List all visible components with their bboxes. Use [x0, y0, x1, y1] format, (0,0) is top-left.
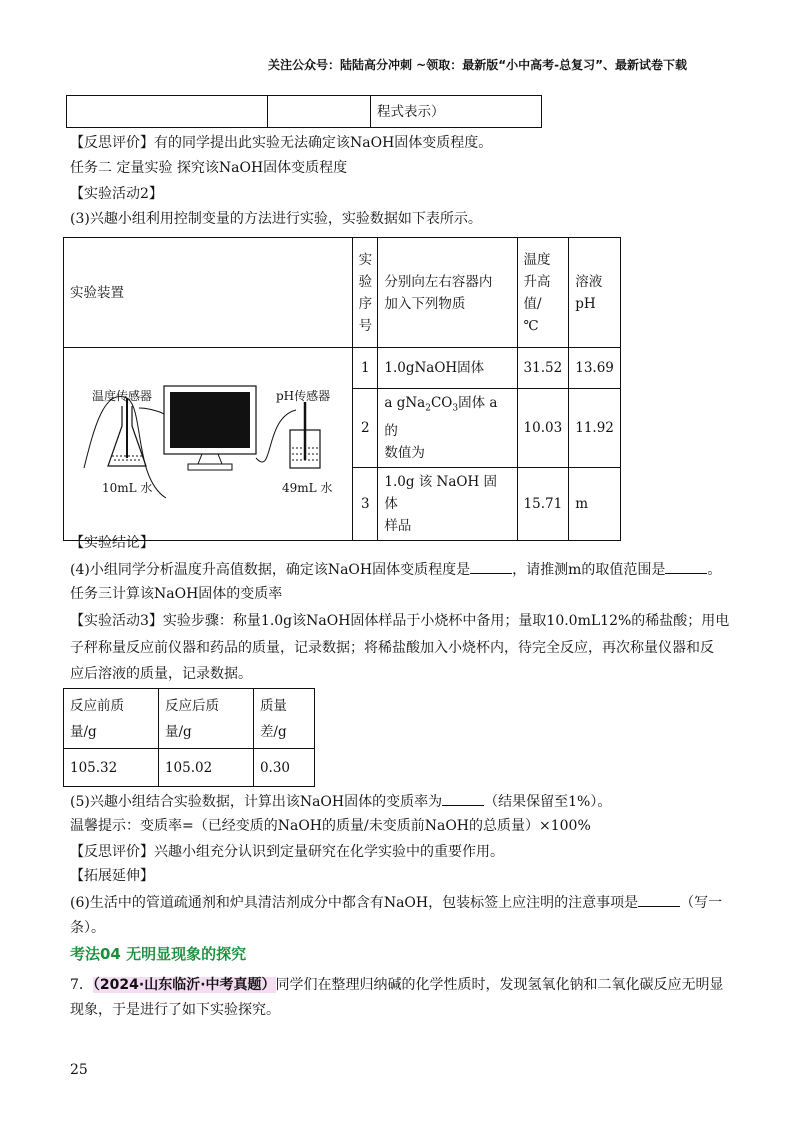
ph-sensor-label: pH传感器 — [276, 389, 331, 403]
extension-title: 【拓展延伸】 — [70, 868, 154, 884]
question-four: (4)小组同学分析温度升高值数据，确定该NaOH固体变质程度是 ，请推测m的取值范围是 。 — [70, 559, 721, 580]
row3-ph: m — [569, 468, 621, 541]
section-title: 考法04 无明显现象的探究 — [70, 945, 247, 963]
mass-before-value: 105.32 — [64, 749, 159, 787]
question-six-cont: 条）。 — [70, 920, 105, 936]
mass-header-after: 反应后质 量/g — [158, 689, 253, 749]
question-seven-cont: 现象，于是进行了如下实验探究。 — [70, 1002, 280, 1018]
task-two-line: 任务二 定量实验 探究该NaOH固体变质程度 — [70, 160, 348, 176]
reflection-line-2: 【反思评价】兴趣小组充分认识到定量研究在化学实验中的重要作用。 — [70, 844, 504, 860]
activity-three-line: 【实验活动3】实验步骤：称量1.0g该NaOH固体样品于小烧杯中备用；量取10.0mL12%的稀盐酸；用电 — [70, 613, 730, 629]
apparatus-drawing — [64, 348, 350, 540]
source-tag: （2024·山东临沂·中考真题） — [92, 977, 276, 993]
answer-blank-4[interactable] — [638, 892, 680, 907]
row3-seq: 3 — [353, 468, 378, 541]
header-substance: 分别向左右容器内 加入下列物质 — [378, 238, 517, 348]
experiment-table — [63, 237, 621, 541]
page-header: 关注公众号：陆陆高分冲刺 ~领取：最新版“小中高考-总复习”、最新试卷下载 — [268, 58, 687, 72]
header-ph: 溶液 pH — [569, 238, 621, 348]
mass-diff-value: 0.30 — [253, 749, 314, 787]
task-three-line: 任务三计算该NaOH固体的变质率 — [70, 586, 283, 602]
mass-table — [63, 688, 315, 787]
question-six: (6)生活中的管道疏通剂和炉具清洁剂成分中都含有NaOH，包装标签上应注明的注意事项是 （写一 — [70, 892, 722, 913]
row2-temp: 10.03 — [517, 389, 569, 468]
question-seven: 7．（2024·山东临沂·中考真题）同学们在整理归纳碱的化学性质时，发现氢氧化钠和二氧化碳反应无明显 — [70, 977, 724, 993]
activity-three-line-2: 子秤称量反应前仪器和药品的质量，记录数据；将稀盐酸加入小烧杯内，待完全反应，再次称量仪器和反 — [70, 640, 714, 656]
row1-ph: 13.69 — [569, 348, 621, 389]
header-temp: 温度 升高 值/ ℃ — [517, 238, 569, 348]
top-table-fragment — [66, 95, 542, 128]
row1-seq: 1 — [353, 348, 378, 389]
mass-header-before: 反应前质 量/g — [64, 689, 159, 749]
conclusion-title: 【实验结论】 — [70, 535, 154, 551]
top-table-cell: 程式表示） — [371, 96, 542, 128]
table-row — [64, 749, 315, 787]
row1-substance: 1.0gNaOH固体 — [378, 348, 517, 389]
table-row — [64, 348, 621, 389]
question-five: (5)兴趣小组结合实验数据，计算出该NaOH固体的变质率为 （结果保留至1%）。 — [70, 791, 611, 812]
answer-blank-1[interactable] — [470, 559, 512, 574]
mass-header-diff: 质量 差/g — [253, 689, 314, 749]
row2-ph: 11.92 — [569, 389, 621, 468]
row3-substance: 1.0g 该 NaOH 固体 样品 — [378, 468, 517, 541]
row2-substance: a $gNa_2CO_3$固体 a 的 数值为 — [378, 389, 517, 468]
mass-after-value: 105.02 — [158, 749, 253, 787]
hint-line: 温馨提示：变质率=（已经变质的NaOH的质量/未变质前NaOH的总质量）×100% — [70, 818, 591, 834]
row3-temp: 15.71 — [517, 468, 569, 541]
activity-three-line-3: 应后溶液的质量，记录数据。 — [70, 666, 252, 682]
question-three: (3)兴趣小组利用控制变量的方法进行实验，实验数据如下表所示。 — [70, 211, 482, 227]
row1-temp: 31.52 — [517, 348, 569, 389]
answer-blank-3[interactable] — [442, 791, 484, 806]
header-device: 实验装置 — [64, 238, 353, 348]
temp-sensor-label: 温度传感器 — [92, 389, 153, 403]
answer-blank-2[interactable] — [665, 559, 707, 574]
apparatus-figure — [64, 348, 353, 541]
reflection-line: 【反思评价】有的同学提出此实验无法确定该NaOH固体变质程度。 — [70, 135, 493, 151]
left-water-label: 10mL 水 — [102, 481, 153, 495]
page-number: 25 — [70, 1062, 88, 1078]
header-seq: 实 验 序 号 — [353, 238, 378, 348]
right-water-label: 49mL 水 — [282, 481, 333, 495]
activity-two-title: 【实验活动2】 — [70, 186, 163, 202]
row2-seq: 2 — [353, 389, 378, 468]
